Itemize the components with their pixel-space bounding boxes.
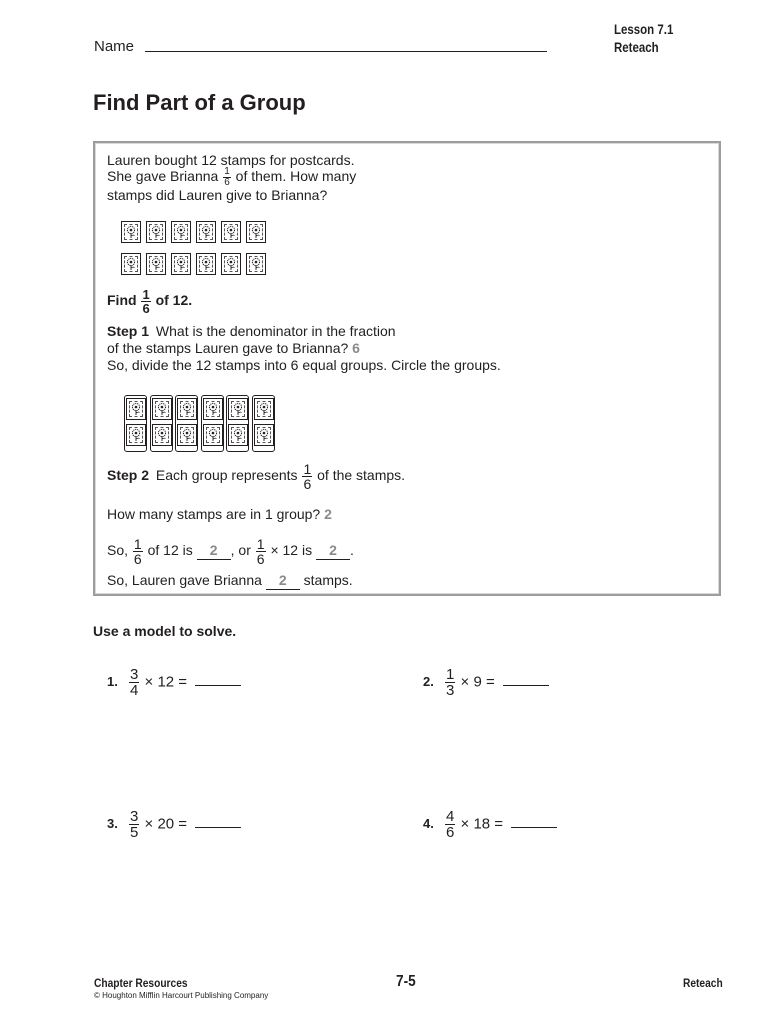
problem-text-2b: of them. How many [235, 168, 357, 185]
flower-icon [175, 257, 187, 271]
step2-frac-numerator: 1 [303, 461, 312, 477]
problem-4-denominator: 6 [446, 824, 455, 841]
problem-2-numerator: 1 [446, 666, 455, 683]
step1-text-2: of the stamps Lauren gave to Brianna? [107, 340, 349, 356]
so-text-c: , or [230, 542, 251, 559]
problem-text-2a: She gave Brianna [107, 168, 219, 185]
stamp [196, 253, 216, 275]
find-text-a: Find [107, 292, 137, 309]
stamp [152, 424, 172, 446]
flower-icon [232, 428, 244, 442]
stamp [121, 221, 141, 243]
step2-label: Step 2 [107, 467, 150, 484]
step1-line-3 [107, 356, 501, 374]
flower-icon [150, 225, 162, 239]
problem-4-number: 4. [423, 816, 434, 832]
step2-text-a: Each group represents [155, 467, 298, 484]
step1-line-1 [107, 322, 396, 340]
stamp [228, 424, 248, 446]
flower-icon [125, 225, 137, 239]
lesson-number: Lesson 7.1 [614, 21, 674, 37]
flower-icon [250, 257, 262, 271]
flower-icon [225, 257, 237, 271]
frac-numerator: 1 [224, 166, 230, 177]
stamp [228, 398, 248, 420]
final-line [107, 571, 353, 590]
problem-2 [423, 667, 549, 698]
flower-icon [156, 402, 168, 416]
fraction-one-sixth [223, 167, 231, 188]
so-answer-1: 2 [197, 541, 231, 560]
flower-icon [250, 225, 262, 239]
name-line[interactable] [145, 51, 547, 52]
stamp [221, 221, 241, 243]
stamp [177, 424, 197, 446]
footer-left: Chapter Resources [94, 976, 188, 990]
problem-1-number: 1. [107, 674, 118, 690]
stamp [171, 221, 191, 243]
stamp [203, 398, 223, 420]
flower-icon [125, 257, 137, 271]
step1-answer: 6 [352, 340, 360, 356]
stamp [246, 253, 266, 275]
problem-text-3: stamps did Lauren give to Brianna? [107, 187, 328, 203]
flower-icon [207, 428, 219, 442]
page-number: 7-5 [396, 973, 416, 990]
flower-icon [130, 402, 142, 416]
practice-heading: Use a model to solve. [93, 623, 237, 639]
flower-icon [207, 402, 219, 416]
flower-icon [175, 225, 187, 239]
stamp [221, 253, 241, 275]
flower-icon [181, 428, 193, 442]
step1-text-3: So, divide the 12 stamps into 6 equal groups. Circle the groups. [107, 357, 501, 373]
footer-right: Reteach [683, 976, 723, 990]
find-frac-denominator: 6 [142, 301, 150, 316]
flower-icon [258, 428, 270, 442]
find-text-b: of 12. [155, 292, 193, 309]
page-title: Find Part of a Group [93, 90, 306, 115]
flower-icon [258, 402, 270, 416]
so-frac1-denominator: 6 [133, 551, 142, 567]
so-frac2-denominator: 6 [256, 551, 265, 567]
problem-4 [423, 809, 557, 840]
problem-1-answer-blank[interactable] [195, 668, 241, 686]
stamp [203, 424, 223, 446]
problem-2-expr: × 9 = [460, 673, 495, 691]
stamp [254, 424, 274, 446]
stamp [146, 221, 166, 243]
problem-1-numerator: 3 [130, 666, 139, 683]
problem-2-number: 2. [423, 674, 434, 690]
question-text: How many stamps are in 1 group? [107, 506, 321, 522]
problem-4-expr: × 18 = [460, 815, 504, 833]
flower-icon [150, 257, 162, 271]
step1-label: Step 1 [107, 323, 150, 339]
so-fraction-1 [133, 537, 143, 566]
flower-icon [200, 225, 212, 239]
problem-2-denominator: 3 [446, 682, 455, 699]
stamp [126, 398, 146, 420]
step1-line-2 [107, 339, 360, 357]
so-line [107, 537, 354, 566]
problem-1-fraction [129, 667, 139, 698]
flower-icon [200, 257, 212, 271]
problem-3-answer-blank[interactable] [195, 810, 241, 828]
stamp [254, 398, 274, 420]
so-text-b: of 12 is [147, 542, 193, 559]
step2-frac-denominator: 6 [303, 476, 312, 492]
problem-1-expr: × 12 = [144, 673, 188, 691]
problem-text-1: Lauren bought 12 stamps for postcards. [107, 152, 355, 168]
question-answer: 2 [324, 506, 332, 522]
problem-4-answer-blank[interactable] [511, 810, 557, 828]
problem-3-expr: × 20 = [144, 815, 188, 833]
so-text-a: So, [107, 542, 129, 559]
stamp [177, 398, 197, 420]
stamp [146, 253, 166, 275]
question-line [107, 505, 332, 523]
find-line [107, 288, 192, 315]
problem-2-answer-blank[interactable] [503, 668, 549, 686]
problem-3-numerator: 3 [130, 808, 139, 825]
flower-icon [156, 428, 168, 442]
problem-3-number: 3. [107, 816, 118, 832]
problem-4-numerator: 4 [446, 808, 455, 825]
problem-3-denominator: 5 [130, 824, 139, 841]
so-frac2-numerator: 1 [256, 536, 265, 552]
footer-copyright: © Houghton Mifflin Harcourt Publishing Company [94, 991, 269, 1000]
problem-line-2 [107, 167, 356, 188]
step1-text: What is the denominator in the fraction [155, 323, 396, 339]
stamp [196, 221, 216, 243]
problem-1 [107, 667, 241, 698]
step2-fraction [302, 462, 312, 491]
flower-icon [181, 402, 193, 416]
flower-icon [225, 225, 237, 239]
name-label: Name [94, 38, 135, 55]
so-text-e: . [349, 542, 354, 559]
stamp [152, 398, 172, 420]
stamp [121, 253, 141, 275]
flower-icon [232, 402, 244, 416]
problem-3-fraction [129, 809, 139, 840]
find-frac-numerator: 1 [142, 287, 150, 302]
problem-line-3 [107, 186, 327, 204]
lesson-type: Reteach [614, 39, 659, 55]
flower-icon [130, 428, 142, 442]
find-fraction [141, 288, 150, 315]
problem-3 [107, 809, 241, 840]
final-answer: 2 [266, 571, 300, 590]
so-text-d: × 12 is [270, 542, 313, 559]
problem-1-denominator: 4 [130, 682, 139, 699]
so-answer-2: 2 [316, 541, 350, 560]
stamp [171, 253, 191, 275]
problem-2-fraction [445, 667, 455, 698]
stamp [126, 424, 146, 446]
so-frac1-numerator: 1 [133, 536, 142, 552]
step2-text-b: of the stamps. [317, 467, 406, 484]
frac-denominator: 6 [224, 177, 230, 188]
so-fraction-2 [256, 537, 266, 566]
final-text-a: So, Lauren gave Brianna [107, 572, 262, 588]
stamp [246, 221, 266, 243]
final-text-b: stamps. [303, 572, 353, 588]
problem-4-fraction [445, 809, 455, 840]
step2-line [107, 462, 405, 491]
